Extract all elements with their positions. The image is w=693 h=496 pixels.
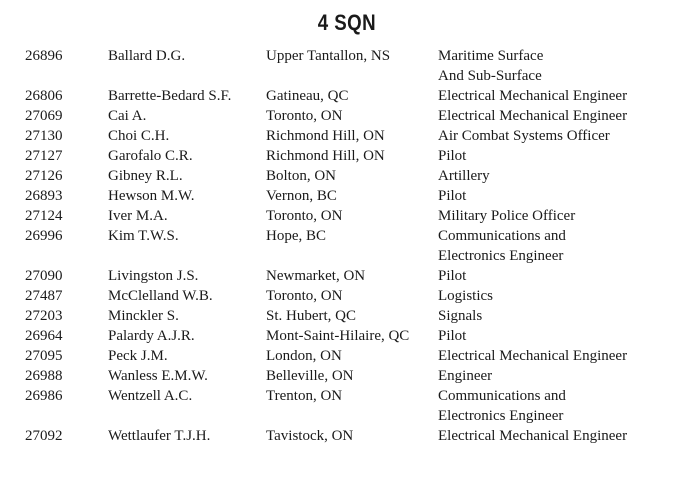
list-item <box>0 226 693 266</box>
cadet-name: Kim T.W.S. <box>108 228 179 244</box>
trade-line: Electronics Engineer <box>438 408 564 424</box>
trade <box>438 146 688 166</box>
service-number: 26964 <box>25 328 63 344</box>
cadet-name: Minckler S. <box>108 308 179 324</box>
trade <box>438 206 688 226</box>
trade-line: Pilot <box>438 148 467 164</box>
cadet-name: Gibney R.L. <box>108 168 183 184</box>
trade-line: Air Combat Systems Officer <box>438 128 610 144</box>
list-item <box>0 326 693 346</box>
service-number: 27095 <box>25 348 63 364</box>
trade-line: Pilot <box>438 268 467 284</box>
trade <box>438 286 688 306</box>
list-item <box>0 166 693 186</box>
trade-line: Electronics Engineer <box>438 248 564 264</box>
cadet-name: Palardy A.J.R. <box>108 328 195 344</box>
service-number: 26986 <box>25 388 63 404</box>
list-item <box>0 426 693 446</box>
list-item <box>0 46 693 86</box>
cadet-name: Iver M.A. <box>108 208 168 224</box>
hometown: Newmarket, ON <box>266 268 366 284</box>
service-number: 26896 <box>25 48 63 64</box>
hometown: Mont-Saint-Hilaire, QC <box>266 328 410 344</box>
cadet-name: Livingston J.S. <box>108 268 199 284</box>
list-item <box>0 346 693 366</box>
trade-line: Military Police Officer <box>438 208 576 224</box>
hometown: London, ON <box>266 348 342 364</box>
trade-line: Artillery <box>438 168 490 184</box>
hometown: Hope, BC <box>266 228 326 244</box>
service-number: 27069 <box>25 108 63 124</box>
cadet-name: Choi C.H. <box>108 128 170 144</box>
trade-line: Pilot <box>438 188 467 204</box>
trade-line: Signals <box>438 308 483 324</box>
trade <box>438 386 688 426</box>
cadet-name: Cai A. <box>108 108 147 124</box>
hometown: Bolton, ON <box>266 168 337 184</box>
trade-line: Electrical Mechanical Engineer <box>438 108 628 124</box>
hometown: Gatineau, QC <box>266 88 349 104</box>
hometown: Toronto, ON <box>266 288 343 304</box>
hometown: Belleville, ON <box>266 368 354 384</box>
list-item <box>0 386 693 426</box>
trade <box>438 166 688 186</box>
service-number: 27127 <box>25 148 63 164</box>
trade-line: Electrical Mechanical Engineer <box>438 348 628 364</box>
trade <box>438 366 688 386</box>
trade <box>438 86 688 106</box>
list-item <box>0 126 693 146</box>
service-number: 26996 <box>25 228 63 244</box>
trade <box>438 46 688 86</box>
trade <box>438 326 688 346</box>
trade-line: Pilot <box>438 328 467 344</box>
hometown: Trenton, ON <box>266 388 343 404</box>
list-item <box>0 286 693 306</box>
service-number: 27203 <box>25 308 63 324</box>
cadet-name: Barrette-Bedard S.F. <box>108 88 232 104</box>
cadet-name: McClelland W.B. <box>108 288 213 304</box>
hometown: Richmond Hill, ON <box>266 128 385 144</box>
cadet-name: Wettlaufer T.J.H. <box>108 428 211 444</box>
list-item <box>0 186 693 206</box>
hometown: Toronto, ON <box>266 108 343 124</box>
hometown: Tavistock, ON <box>266 428 354 444</box>
hometown: Upper Tantallon, NS <box>266 48 391 64</box>
roster-list <box>0 46 693 446</box>
trade <box>438 186 688 206</box>
page-title: 4 SQN <box>317 10 377 35</box>
service-number: 27487 <box>25 288 63 304</box>
list-item <box>0 266 693 286</box>
trade-line: Engineer <box>438 368 493 384</box>
trade-line: Communications and <box>438 388 566 404</box>
hometown: Toronto, ON <box>266 208 343 224</box>
cadet-name: Ballard D.G. <box>108 48 186 64</box>
service-number: 27126 <box>25 168 63 184</box>
service-number: 26893 <box>25 188 63 204</box>
list-item <box>0 86 693 106</box>
list-item <box>0 366 693 386</box>
service-number: 27092 <box>25 428 63 444</box>
cadet-name: Garofalo C.R. <box>108 148 193 164</box>
service-number: 27124 <box>25 208 63 224</box>
trade-line: Electrical Mechanical Engineer <box>438 88 628 104</box>
list-item <box>0 106 693 126</box>
cadet-name: Hewson M.W. <box>108 188 195 204</box>
cadet-name: Peck J.M. <box>108 348 168 364</box>
trade <box>438 306 688 326</box>
hometown: St. Hubert, QC <box>266 308 356 324</box>
list-item <box>0 306 693 326</box>
trade-line: Maritime Surface <box>438 48 544 64</box>
trade <box>438 126 688 146</box>
trade-line: Communications and <box>438 228 566 244</box>
trade-line: And Sub-Surface <box>438 68 542 84</box>
list-item <box>0 146 693 166</box>
service-number: 27130 <box>25 128 63 144</box>
trade <box>438 426 688 446</box>
list-item <box>0 206 693 226</box>
hometown: Richmond Hill, ON <box>266 148 385 164</box>
trade <box>438 266 688 286</box>
trade <box>438 106 688 126</box>
cadet-name: Wanless E.M.W. <box>108 368 208 384</box>
trade <box>438 346 688 366</box>
trade-line: Electrical Mechanical Engineer <box>438 428 628 444</box>
service-number: 26988 <box>25 368 63 384</box>
service-number: 26806 <box>25 88 63 104</box>
trade-line: Logistics <box>438 288 493 304</box>
cadet-name: Wentzell A.C. <box>108 388 193 404</box>
hometown: Vernon, BC <box>266 188 337 204</box>
service-number: 27090 <box>25 268 63 284</box>
trade <box>438 226 688 266</box>
